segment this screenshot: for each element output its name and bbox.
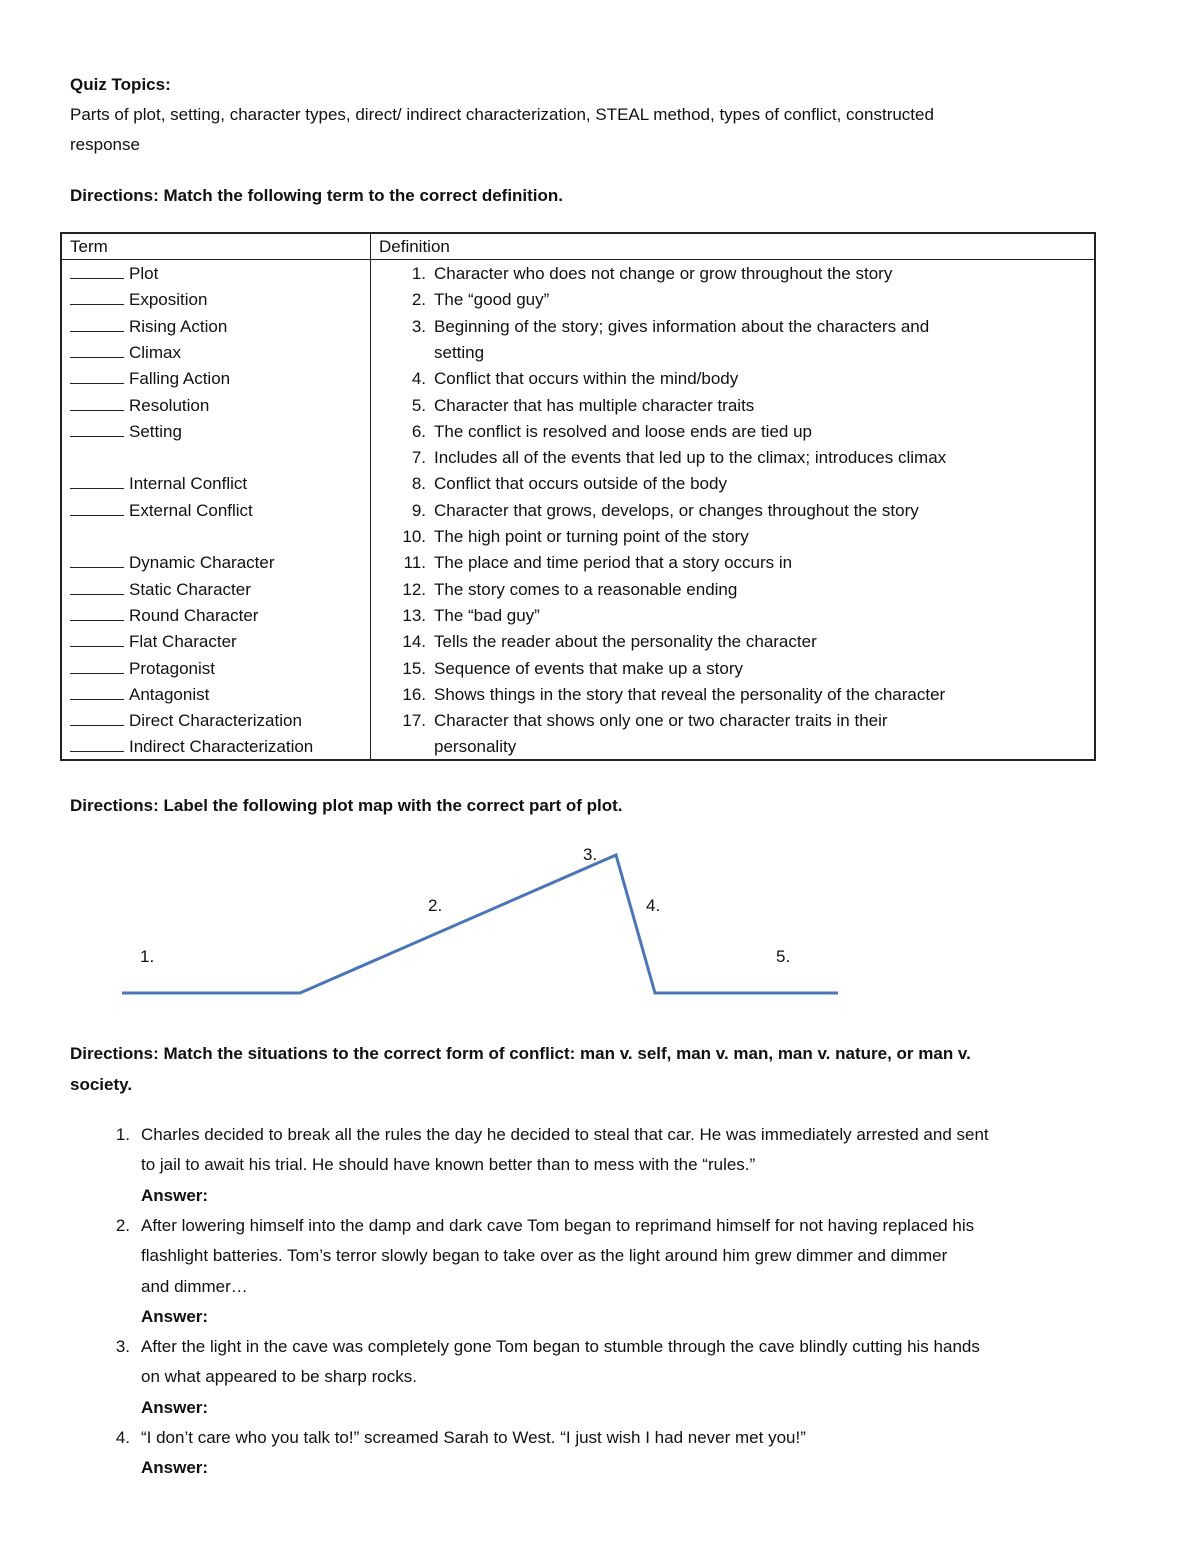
definition-number: 1.: [411, 264, 426, 283]
answer-blank[interactable]: [70, 578, 124, 595]
term-label: Plot: [129, 264, 159, 283]
answer-blank[interactable]: [70, 499, 124, 516]
definition-number: 15.: [402, 658, 426, 678]
definition-text: Tells the reader about the personality the character: [434, 632, 817, 652]
term-row: [70, 734, 313, 760]
definition-column-header: Definition: [379, 237, 450, 256]
table-column-divider: [370, 234, 371, 759]
conflict-item-text: on what appeared to be sharp rocks.: [141, 1367, 417, 1387]
answer-label: Answer:: [141, 1397, 209, 1417]
answer-blank[interactable]: [70, 657, 124, 674]
definition-number: 9.: [411, 500, 426, 520]
plot-label-2: 2.: [428, 896, 443, 915]
definition-row: [388, 445, 946, 471]
conflict-item-number: 4.: [115, 1428, 130, 1447]
term-definition-table: [60, 232, 1096, 761]
definition-row: [388, 393, 754, 419]
term-row: [70, 629, 237, 655]
definition-row: [388, 261, 892, 287]
term-label: Setting: [129, 421, 182, 441]
term-row: [70, 366, 230, 392]
definition-row: [388, 734, 516, 760]
definition-number: 14.: [402, 632, 426, 652]
term-row: [70, 656, 215, 682]
definition-number: 17.: [402, 711, 426, 731]
answer-blank[interactable]: [70, 288, 124, 305]
conflict-directions-line-1: Directions: Match the situations to the correct form of conflict: man v. self, man v. man, man v. nature, or man v.: [70, 1044, 971, 1063]
definition-text: The story comes to a reasonable ending: [434, 579, 738, 599]
answer-blank[interactable]: [70, 683, 124, 700]
conflict-directions-line-2: society.: [70, 1075, 133, 1094]
answer-blank[interactable]: [70, 551, 124, 568]
quiz-topics-heading: Quiz Topics:: [70, 75, 171, 94]
term-label: Exposition: [129, 290, 208, 310]
definition-text: The “bad guy”: [434, 605, 540, 625]
answer-blank[interactable]: [70, 262, 124, 279]
definition-text: Beginning of the story; gives information about the characters and: [434, 316, 930, 336]
term-label: Protagonist: [129, 658, 215, 678]
term-row: [70, 261, 158, 287]
plot-label-3: 3.: [583, 845, 598, 864]
term-label: Dynamic Character: [129, 553, 275, 573]
plot-line: [122, 855, 838, 993]
term-row: [70, 419, 182, 445]
definition-text: The place and time period that a story occurs in: [434, 553, 793, 573]
answer-label: Answer:: [141, 1306, 209, 1326]
term-label: Indirect Characterization: [129, 737, 314, 757]
definition-row: [388, 287, 549, 313]
term-row: [70, 314, 227, 340]
definition-text: Character that shows only one or two character traits in their: [434, 711, 888, 731]
definition-text: Character that has multiple character traits: [434, 395, 755, 415]
conflict-item-number: 1.: [115, 1125, 130, 1144]
answer-blank[interactable]: [70, 394, 124, 411]
definition-number: 13.: [402, 605, 426, 625]
answer-label: Answer:: [141, 1185, 209, 1205]
definition-number: 10.: [402, 527, 426, 546]
answer-blank[interactable]: [70, 315, 124, 332]
definition-row: [388, 682, 945, 708]
term-label: Direct Characterization: [129, 711, 302, 731]
answer-blank[interactable]: [70, 709, 124, 726]
definition-text: Character who does not change or grow throughout the story: [434, 264, 893, 283]
definition-number: 5.: [411, 395, 426, 415]
definition-text: Conflict that occurs outside of the body: [434, 474, 727, 494]
term-label: Rising Action: [129, 316, 228, 336]
definition-row: [388, 314, 929, 340]
answer-label: Answer:: [141, 1458, 209, 1478]
definition-text: setting: [434, 342, 485, 362]
answer-blank[interactable]: [70, 604, 124, 621]
term-label: Round Character: [129, 605, 259, 625]
definition-text: Sequence of events that make up a story: [434, 658, 744, 678]
term-label: Internal Conflict: [129, 474, 248, 494]
answer-blank[interactable]: [70, 735, 124, 752]
term-row: [70, 682, 209, 708]
conflict-item-number: 2.: [115, 1215, 130, 1235]
definition-row: [388, 629, 817, 655]
answer-blank[interactable]: [70, 341, 124, 358]
table-header-divider: [62, 259, 1094, 260]
plot-label-1: 1.: [140, 947, 155, 966]
definition-number: 6.: [411, 421, 426, 441]
definition-text: Character that grows, develops, or changes throughout the story: [434, 500, 919, 520]
definition-row: [388, 419, 812, 445]
term-label: Falling Action: [129, 369, 231, 389]
definition-row: [388, 656, 743, 682]
definition-number: 4.: [411, 369, 426, 389]
answer-blank[interactable]: [70, 420, 124, 437]
term-row: [70, 471, 247, 497]
term-row: [70, 708, 302, 734]
definition-row: [388, 577, 737, 603]
conflict-item-text: to jail to await his trial. He should have known better than to mess with the “rules.”: [141, 1155, 756, 1175]
conflict-item-number: 3.: [115, 1337, 130, 1357]
definition-text: personality: [434, 737, 517, 757]
quiz-topics-line-2: response: [70, 135, 140, 154]
definition-text: Conflict that occurs within the mind/body: [434, 369, 739, 389]
definition-number: 8.: [411, 474, 426, 494]
definition-number: 16.: [402, 684, 426, 704]
answer-blank[interactable]: [70, 630, 124, 647]
definition-text: The conflict is resolved and loose ends are tied up: [434, 421, 813, 441]
conflict-item-text: After the light in the cave was completely gone Tom began to stumble through the cave blindly cutting his hands: [141, 1337, 980, 1357]
definition-row: [388, 524, 749, 550]
term-row: [70, 603, 258, 629]
term-label: Flat Character: [129, 632, 237, 652]
definition-number: 11.: [403, 553, 426, 573]
definition-text: Shows things in the story that reveal the personality of the character: [434, 684, 946, 704]
term-label: Static Character: [129, 579, 251, 599]
plot-label-5: 5.: [776, 947, 791, 966]
definition-row: [388, 708, 888, 734]
definition-text: The high point or turning point of the story: [434, 527, 749, 546]
definition-number: 2.: [411, 290, 426, 310]
definition-row: [388, 603, 540, 629]
conflict-item-text: “I don’t care who you talk to!” screamed Sarah to West. “I just wish I had never met you!”: [141, 1428, 806, 1447]
definition-number: 3.: [411, 316, 426, 336]
definition-text: The “good guy”: [434, 290, 550, 310]
term-row: [70, 340, 181, 366]
term-label: External Conflict: [129, 500, 253, 520]
plot-map-directions: Directions: Label the following plot map with the correct part of plot.: [70, 796, 623, 815]
definition-row: [388, 366, 738, 392]
term-column-header: Term: [70, 237, 108, 256]
term-row: [70, 577, 251, 603]
definition-row: [388, 471, 727, 497]
quiz-topics-line-1: Parts of plot, setting, character types, direct/ indirect characterization, STEAL method, types of conflict, constructed: [70, 105, 934, 124]
conflict-item-text: Charles decided to break all the rules the day he decided to steal that car. He was immediately arrested and sent: [141, 1125, 989, 1144]
matching-directions: Directions: Match the following term to the correct definition.: [70, 186, 564, 205]
definition-text: Includes all of the events that led up to the climax; introduces climax: [434, 448, 947, 468]
plot-label-4: 4.: [646, 896, 661, 915]
term-label: Climax: [129, 342, 181, 362]
answer-blank[interactable]: [70, 367, 124, 384]
term-row: [70, 498, 253, 524]
term-label: Antagonist: [129, 684, 210, 704]
term-row: [70, 393, 209, 419]
definition-row: [388, 498, 919, 524]
plot-map-diagram: [0, 835, 1200, 1010]
conflict-item-text: flashlight batteries. Tom’s terror slowly began to take over as the light around him grew dimmer and dimmer: [141, 1246, 948, 1266]
definition-row: [388, 340, 484, 366]
conflict-item-text: After lowering himself into the damp and dark cave Tom began to reprimand himself for not having replaced his: [141, 1215, 975, 1235]
answer-blank[interactable]: [70, 472, 124, 489]
definition-row: [388, 550, 792, 576]
conflict-item-text: and dimmer…: [141, 1276, 248, 1296]
definition-number: 7.: [411, 448, 426, 468]
definition-number: 12.: [402, 579, 426, 599]
term-row: [70, 550, 275, 576]
term-row: [70, 287, 207, 313]
term-label: Resolution: [129, 395, 210, 415]
